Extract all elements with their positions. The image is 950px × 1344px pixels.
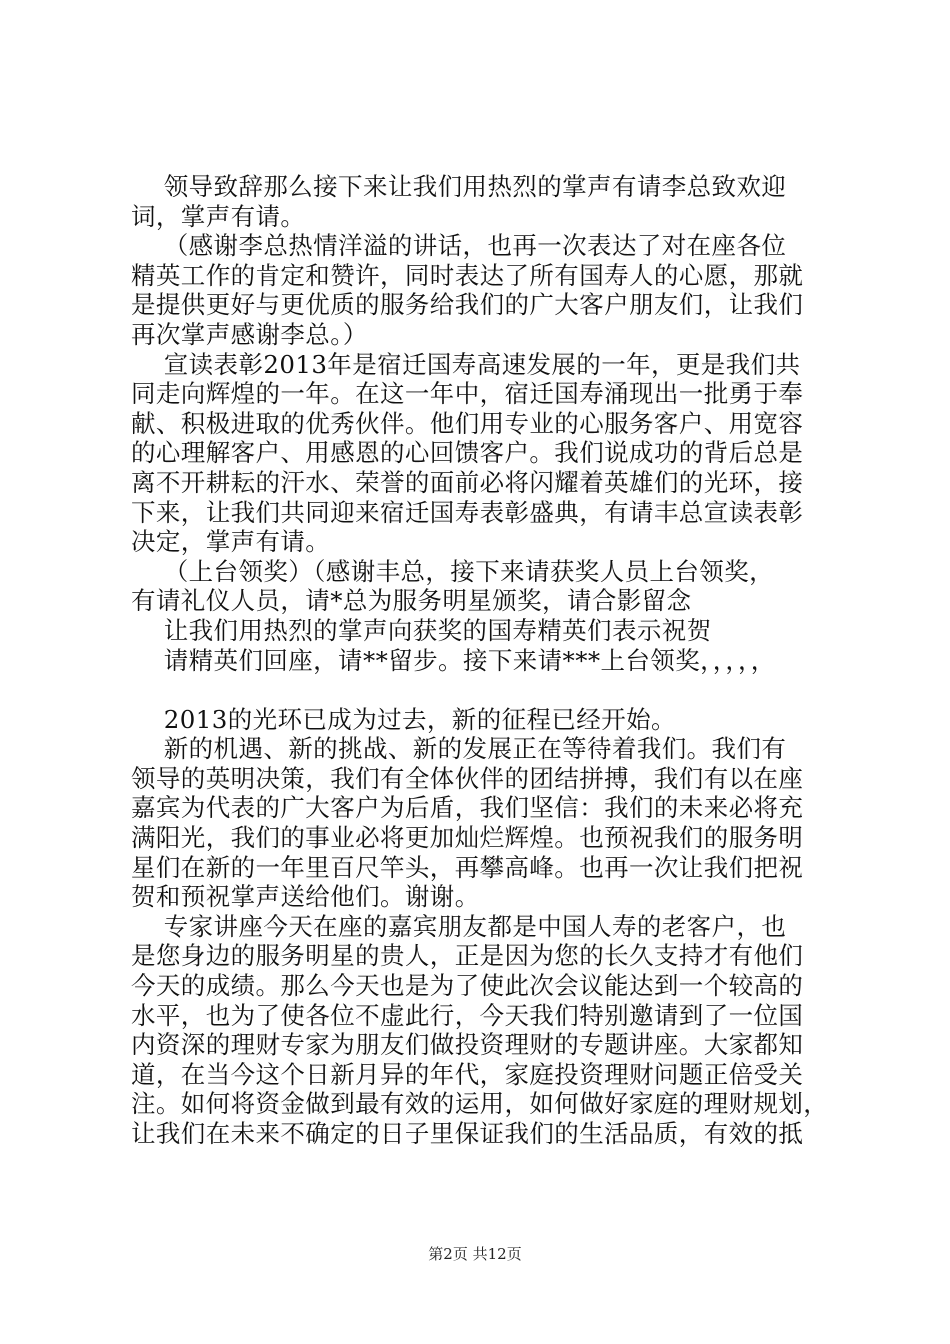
text-line: 是提供更好与更优质的服务给我们的广大客户朋友们，让我们 xyxy=(131,290,804,320)
text-line: 道，在当今这个日新月异的年代，家庭投资理财问题正倍受关 xyxy=(131,1059,804,1089)
text-line: 让我们用热烈的掌声向获奖的国寿精英们表示祝贺 xyxy=(131,615,712,645)
text-line: 再次掌声感谢李总。） xyxy=(131,319,368,349)
text-line: 有请礼仪人员，请*总为服务明星颁奖，请合影留念 xyxy=(131,586,692,616)
blank-line xyxy=(131,675,843,705)
text-line: 领导致辞那么接下来让我们用热烈的掌声有请李总致欢迎 xyxy=(131,172,787,201)
text-line: 离不开耕耘的汗水、荣誉的面前必将闪耀着英雄们的光环，接 xyxy=(131,467,804,497)
text-line: 嘉宾为代表的广大客户为后盾，我们坚信：我们的未来必将充 xyxy=(131,793,804,823)
text-line: 宣读表彰2013年是宿迁国寿高速发展的一年，更是我们共 xyxy=(131,349,801,379)
text-line: （感谢李总热情洋溢的讲话，也再一次表达了对在座各位 xyxy=(131,231,787,261)
text-line: 下来，让我们共同迎来宿迁国寿表彰盛典，有请丰总宣读表彰 xyxy=(131,497,804,527)
text-line: （上台领奖）（感谢丰总，接下来请获奖人员上台领奖， xyxy=(131,556,774,586)
document-body xyxy=(131,172,843,1149)
text-line: 水平，也为了使各位不虚此行，今天我们特别邀请到了一位国 xyxy=(131,1000,804,1030)
text-line: 内资深的理财专家为朋友们做投资理财的专题讲座。大家都知 xyxy=(131,1030,804,1060)
page-footer xyxy=(0,1245,950,1263)
text-line: 的心理解客户、用感恩的心回馈客户。我们说成功的背后总是 xyxy=(131,438,804,468)
text-line: 注。如何将资金做到最有效的运用，如何做好家庭的理财规划， xyxy=(131,1089,829,1119)
text-line: 星们在新的一年里百尺竿头，再攀高峰。也再一次让我们把祝 xyxy=(131,852,804,882)
text-line: 满阳光，我们的事业必将更加灿烂辉煌。也预祝我们的服务明 xyxy=(131,823,804,853)
text-line: 领导的英明决策，我们有全体伙伴的团结拼搏，我们有以在座 xyxy=(131,763,804,793)
text-line: 同走向辉煌的一年。在这一年中，宿迁国寿涌现出一批勇于奉 xyxy=(131,379,804,409)
text-line: 精英工作的肯定和赞许，同时表达了所有国寿人的心愿，那就 xyxy=(131,260,804,290)
text-line: 献、积极进取的优秀伙伴。他们用专业的心服务客户、用宽容 xyxy=(131,408,804,438)
text-line: 今天的成绩。那么今天也是为了使此次会议能达到一个较高的 xyxy=(131,971,804,1001)
text-line: 请精英们回座，请**留步。接下来请***上台领奖，，，，， xyxy=(131,645,776,675)
text-line: 让我们在未来不确定的日子里保证我们的生活品质，有效的抵 xyxy=(131,1119,804,1148)
text-line: 新的机遇、新的挑战、新的发展正在等待着我们。我们有 xyxy=(131,734,787,764)
text-line: 词，掌声有请。 xyxy=(131,201,306,231)
text-line: 2013的光环已成为过去，新的征程已经开始。 xyxy=(131,704,676,734)
text-line: 决定，掌声有请。 xyxy=(131,527,331,557)
text-line: 专家讲座今天在座的嘉宾朋友都是中国人寿的老客户，也 xyxy=(131,911,787,941)
text-line: 是您身边的服务明星的贵人，正是因为您的长久支持才有他们 xyxy=(131,941,804,971)
text-line: 贺和预祝掌声送给他们。谢谢。 xyxy=(131,882,480,912)
page-number: 第2页 共12页 xyxy=(428,1245,522,1263)
